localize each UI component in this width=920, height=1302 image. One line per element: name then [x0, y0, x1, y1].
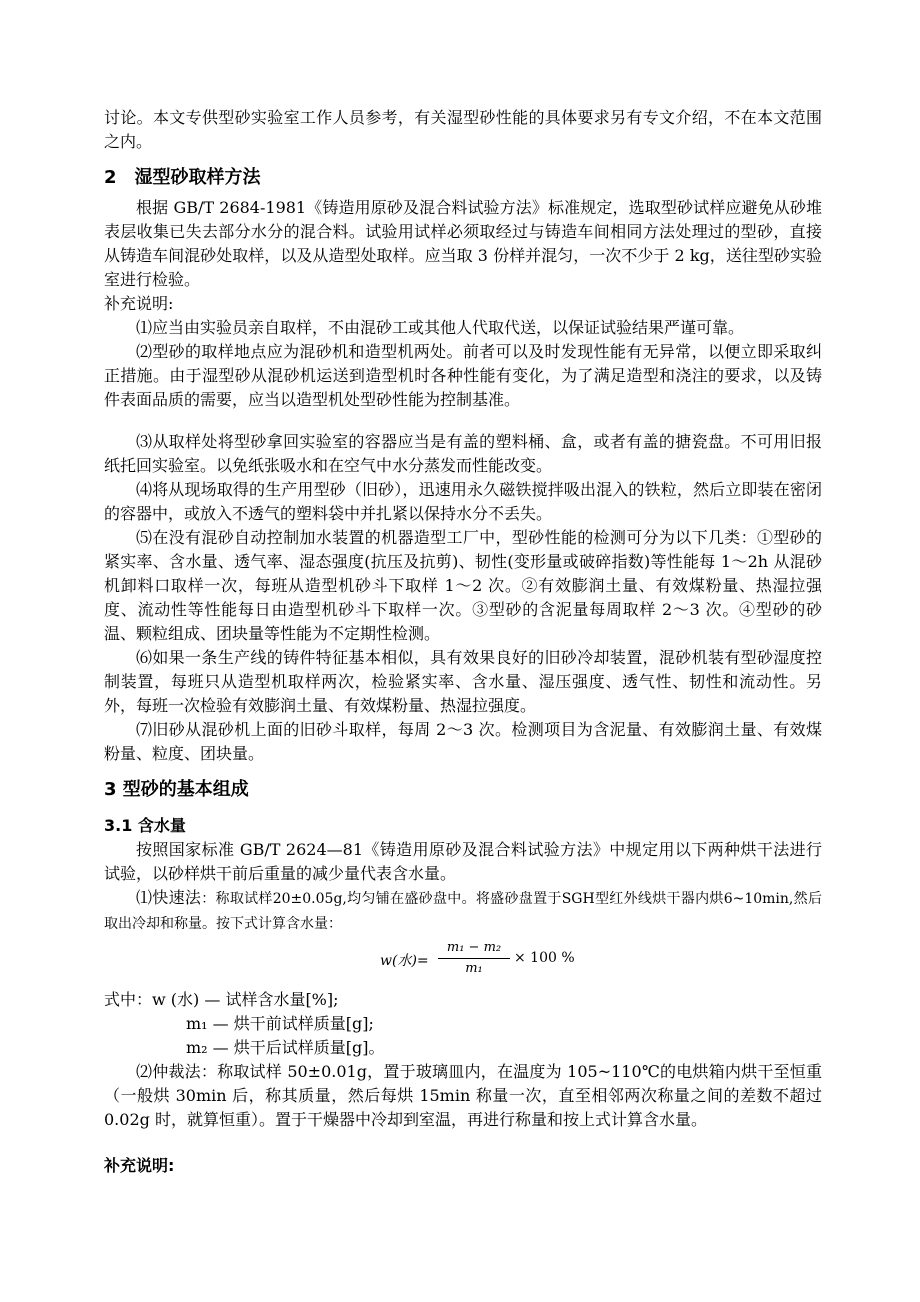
intro-paragraph: 讨论。本文专供型砂实验室工作人员参考，有关湿型砂性能的具体要求另有专文介绍，不在本文范围之内。	[104, 108, 822, 151]
supplement-label-2: 补充说明:	[104, 1156, 175, 1175]
subsection-3-1-heading: 3.1 含水量	[104, 816, 186, 835]
formula-numerator: m₁ − m₂	[446, 940, 502, 955]
list-item: ⑹如果一条生产线的铸件特征基本相似，具有效果良好的旧砂冷却装置，混砂机装有型砂湿度控制装置，每班只从造型机取样两次，检验紧实率、含水量、湿压强度、透气性、韧性和流动性。另外，每班一次检验有效膨润土量、有效煤粉量、热湿拉强度。	[104, 648, 822, 715]
formula-rhs: × 100 %	[514, 950, 575, 966]
section-3-paragraph: 按照国家标准 GB/T 2624—81《铸造用原砂及混合料试验方法》中规定用以下两种烘干法进行试验，以砂样烘干前后重量的减少量代表含水量。	[104, 840, 822, 883]
list-item: ⑸在没有混砂自动控制加水装置的机器造型工厂中，型砂性能的检测可分为以下几类：①型砂的紧实率、含水量、透气率、湿态强度(抗压及抗剪)、韧性(变形量或破碎指数)等性能每 1～2h 从混砂机卸料口取样一次，每班从造型机砂斗下取样 1～2 次。②有效膨润土量、有效煤粉量、热湿拉强度、流动性等性能每日由造型机砂斗下取样一次。③型砂的含泥量每周取样 2～3 次。④型砂的砂温、颗粒组成、团块量等性能为不定期性检测。	[104, 528, 822, 643]
formula-m1-line: m₁ — 烘干前试样质量[g];	[186, 1014, 374, 1033]
formula-denominator: m₁	[465, 961, 483, 976]
formula-lhs: w(水)=	[380, 953, 429, 969]
quick-method-text: ：称取试样20±0.05g,均匀铺在盛砂盘中。将盛砂盘置于SGH型红外线烘干器内烘6~10min,然后取出冷却和称量。按下式计算含水量：	[104, 891, 822, 932]
moisture-formula	[380, 938, 580, 988]
formula-fraction	[438, 938, 510, 979]
list-item: ⑶从取样处将型砂拿回实验室的容器应当是有盖的塑料桶、盒，或者有盖的搪瓷盘。不可用旧报纸托回实验室。以免纸张吸水和在空气中水分蒸发而性能改变。	[104, 432, 822, 475]
formula-m2-line: m₂ — 烘干后试样质量[g]。	[186, 1038, 385, 1057]
quick-method-paragraph	[104, 886, 822, 936]
section-2-paragraph: 根据 GB/T 2684-1981《铸造用原砂及混合料试验方法》标准规定，选取型砂试样应避免从砂堆表层收集已失去部分水分的混合料。试验用试样必须取经过与铸造车间相同方法处理过的型砂，直接从铸造车间混砂处取样，以及从造型处取样。应当取 3 份样并混匀，一次不少于 2 kg，送往型砂实验室进行检验。	[104, 198, 822, 289]
section-3-heading: 3 型砂的基本组成	[104, 779, 249, 800]
supplement-label: 补充说明:	[104, 294, 174, 313]
list-item: ⑺旧砂从混砂机上面的旧砂斗取样，每周 2～3 次。检测项目为含泥量、有效膨润土量、有效煤粉量、粒度、团块量。	[104, 720, 822, 763]
formula-where-line: 式中：w (水) — 试样含水量[%];	[104, 990, 339, 1009]
list-item: ⑵型砂的取样地点应为混砂机和造型机两处。前者可以及时发现性能有无异常，以便立即采取纠正措施。由于湿型砂从混砂机运送到造型机时各种性能有变化，为了满足造型和浇注的要求，以及铸件表面品质的需要，应当以造型机处型砂性能为控制基准。	[104, 342, 822, 409]
quick-method-label: ⑴快速法	[136, 888, 202, 907]
arbitration-method-paragraph: ⑵仲裁法：称取试样 50±0.01g，置于玻璃皿内，在温度为 105~110℃的电烘箱内烘干至恒重（一般烘 30min 后，称其质量，然后每烘 15min 称量一次，直至相邻两次称量之间的差数不超过 0.02g 时，就算恒重）。置于干燥器中冷却到室温，再进行称量和按上式计算含水量。	[104, 1062, 822, 1129]
list-item: ⑷将从现场取得的生产用型砂（旧砂），迅速用永久磁铁搅拌吸出混入的铁粒，然后立即装在密闭的容器中，或放入不透气的塑料袋中并扎紧以保持水分不丢失。	[104, 480, 822, 523]
list-item: ⑴应当由实验员亲自取样，不由混砂工或其他人代取代送，以保证试验结果严谨可靠。	[136, 318, 745, 337]
section-2-heading: 2 湿型砂取样方法	[104, 167, 261, 188]
